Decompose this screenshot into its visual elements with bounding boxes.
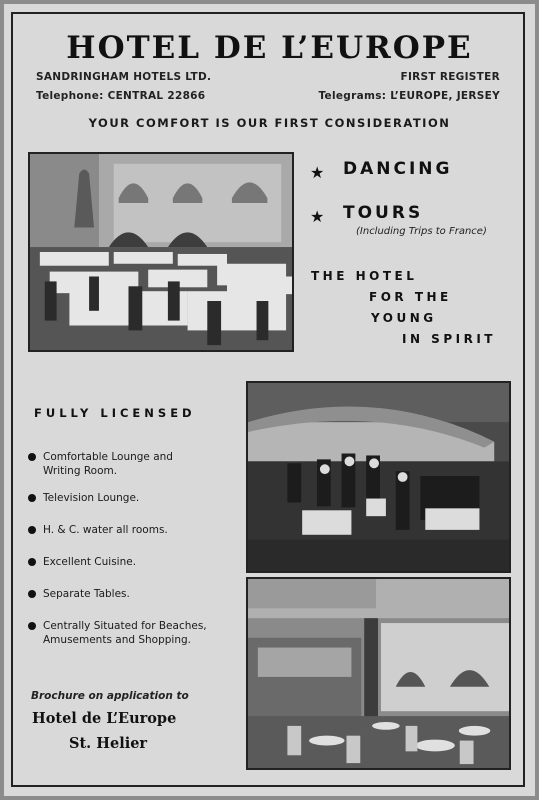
tagline-line-2: FOR THE xyxy=(369,290,452,304)
amenity-text: Television Lounge. xyxy=(43,492,140,504)
hotel-town: St. Helier xyxy=(69,735,148,752)
amenity-text: Comfortable Lounge and xyxy=(43,451,173,463)
list-item xyxy=(28,619,243,647)
hotel-title: HOTEL DE L’EUROPE xyxy=(66,30,473,66)
slogan: YOUR COMFORT IS OUR FIRST CONSIDERATION xyxy=(88,116,451,130)
amenity-list xyxy=(28,450,243,647)
brochure-note: Brochure on application to xyxy=(31,690,189,702)
list-item xyxy=(28,555,243,569)
star-icon: ★ xyxy=(310,163,325,182)
star-icon: ★ xyxy=(310,207,325,226)
list-item xyxy=(28,491,243,505)
hotel-name: Hotel de L’Europe xyxy=(32,710,177,727)
tagline-line-4: IN SPIRIT xyxy=(402,332,496,346)
company-name: SANDRINGHAM HOTELS LTD. xyxy=(36,71,212,83)
dining-room-photo xyxy=(28,152,294,352)
amenity-text: Amusements and Shopping. xyxy=(43,634,192,646)
telephone-line: Telephone: CENTRAL 22866 xyxy=(36,90,206,102)
advertisement-page xyxy=(4,4,535,796)
register-label: FIRST REGISTER xyxy=(400,71,500,83)
amenity-text: H. & C. water all rooms. xyxy=(43,524,168,536)
list-item xyxy=(28,450,243,478)
amenity-text: Excellent Cuisine. xyxy=(43,556,137,568)
tours-note: (Including Trips to France) xyxy=(356,226,487,237)
tagline-line-3: YOUNG xyxy=(371,311,437,325)
amenity-text: Separate Tables. xyxy=(43,588,130,600)
bullet-icon xyxy=(28,558,36,566)
feature-dancing: DANCING xyxy=(343,159,453,179)
list-item xyxy=(28,523,243,537)
licensed-heading: FULLY LICENSED xyxy=(34,406,196,420)
bullet-icon xyxy=(28,590,36,598)
amenity-text: Writing Room. xyxy=(43,465,118,477)
bullet-icon xyxy=(28,453,36,461)
bullet-icon xyxy=(28,622,36,630)
lounge-photo xyxy=(246,577,511,770)
bullet-icon xyxy=(28,494,36,502)
telegrams-line: Telegrams: L’EUROPE, JERSEY xyxy=(318,90,500,102)
bullet-icon xyxy=(28,526,36,534)
amenity-text: Centrally Situated for Beaches, xyxy=(43,620,207,632)
tagline-line-1: THE HOTEL xyxy=(311,269,418,283)
dance-floor-photo xyxy=(246,381,511,573)
list-item xyxy=(28,587,243,601)
feature-tours: TOURS xyxy=(343,203,424,223)
